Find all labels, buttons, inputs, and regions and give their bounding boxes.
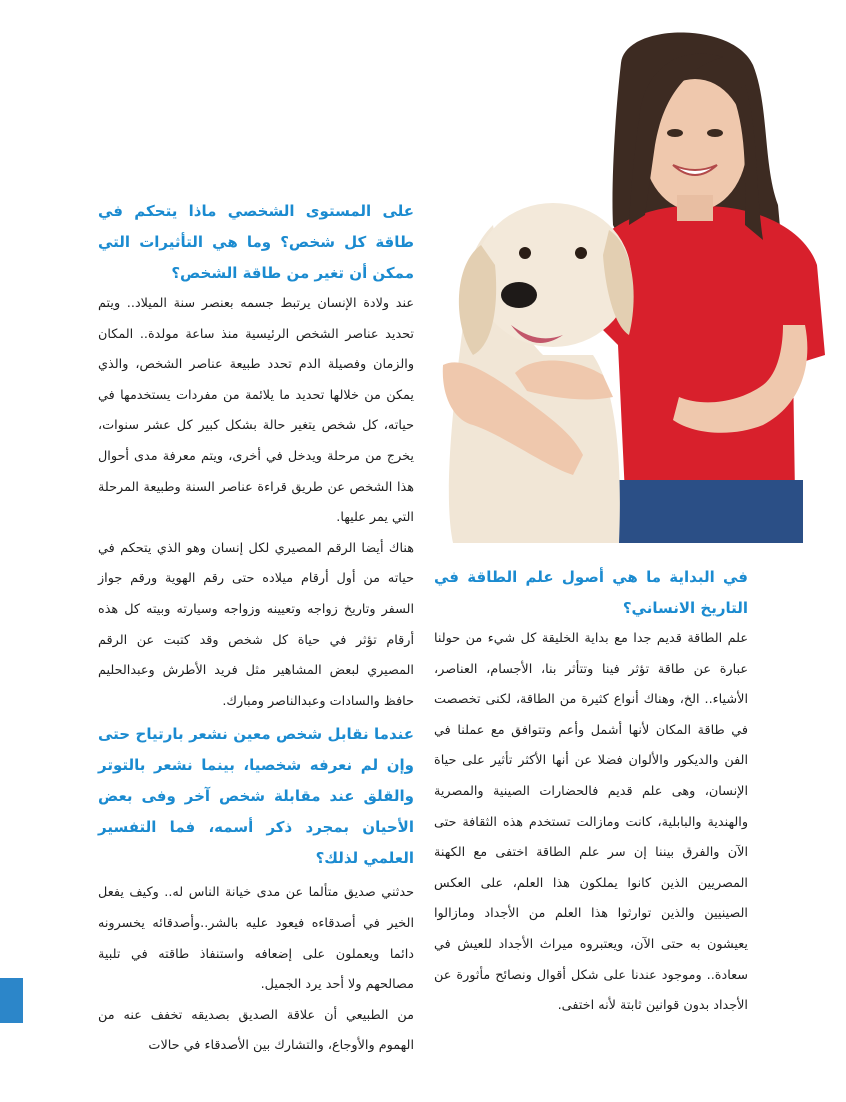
section-heading-meeting-people: عندما نقابل شخص معين نشعر بارتياح حتى وإن لم نعرفه شخصيا، بينما نشعر بالتوتر والقلق عند مقابلة شخص آخر وفى بعض الأحيان بمجرد ذكر أسمه، فما التفسير العلمي لذلك؟	[98, 725, 414, 868]
woman-with-dog-photo	[433, 25, 825, 543]
right-column	[434, 562, 748, 1022]
paragraph-destiny-number: هناك أيضا الرقم المصيري لكل إنسان وهو الذي يتحكم في حياته من أول أرقام ميلاده حتى رقم الهوية ورقم جواز السفر وتاريخ زواجه وتعيينه وزواجه وسيارته وبيته كل هذه أرقام تؤثر في حياة كل شخص وقد كتبت عن الرقم المصيري لبعض المشاهير مثل فريد الأطرش وعبدالحليم حافظ والسادات وعبدالناصر ومبارك.	[98, 540, 414, 709]
section-heading-personal-energy: على المستوى الشخصي ماذا يتحكم في طاقة كل شخص؟ وما هي التأثيرات التي ممكن أن تغير من طاقة الشخص؟	[98, 202, 414, 282]
left-column	[98, 196, 414, 1062]
section-heading-origins: في البداية ما هي أصول علم الطاقة في التاريخ الانساني؟	[434, 568, 748, 617]
paragraph-friend-story: حدثني صديق متألما عن مدى خيانة الناس له.. وكيف يفعل الخير في أصدقاءه فيعود عليه بالشر..وأصدقائه يخسرونه دائما ويعملون على إضعافه واستنفاذ طاقته في تلبية مصالحهم ولا أحد يرد الجميل.	[98, 885, 414, 993]
paragraph-birth-elements: عند ولادة الإنسان يرتبط جسمه بعنصر سنة الميلاد.. ويتم تحديد عناصر الشخص الرئيسية منذ ساعة مولدة.. المكان والزمان وفصيلة الدم تحدد طبيعة عناصر الشخص، والذي يمكن من خلالها تحديد ما يلائمة من مفردات يستخدمها في حياته، كل شخص يتغير حالة بشكل كبير كل عشر سنوات، يخرج من مرحلة ويدخل في أخرى، ويتم معرفة مدى أحوال هذا الشخص عن طريق قراءة عناصر السنة وطبيعة المرحلة التي يمر عليها.	[98, 296, 414, 526]
paragraph-energy-history: علم الطاقة قديم جدا مع بداية الخليقة كل شيء من حولنا عبارة عن طاقة تؤثر فينا وتتأثر بنا، الأجسام، العناصر، الأشياء.. الخ، وهناك أنواع كثيرة من الطاقة، لكنى تخصصت في طاقة المكان لأنها أشمل وأعم وتتوافق مع عملنا في الفن والديكور والألوان فضلا عن أنها الأكثر تأثير على حياة الإنسان، وهى علم قديم فالحضارات الصينية والمصرية والهندية والبابلية، كانت ومازالت تستخدم هذه الثقافة حتى الآن والفرق بيننا إن سر علم الطاقة اختفى مع الكهنة المصريين الذين كانوا يملكون هذا العلم، على العكس الصينيين والذين توارثوا هذا العلم من الأجداد ومازالوا يعيشون به حتى الآن، ويعتبروه ميراث الأجداد للعيش في سعادة.. وموجود عندنا على شكل أقوال ونصائح مأثورة عن الأجداد بدون قوانين ثابتة لأنه اختفى.	[434, 631, 748, 1014]
paragraph-friendship: من الطبيعي أن علاقة الصديق بصديقه تخفف عنه من الهموم والأوجاع، والتشارك بين الأصدقاء في حالات	[98, 1007, 414, 1054]
page-edge-tab	[0, 978, 23, 1023]
